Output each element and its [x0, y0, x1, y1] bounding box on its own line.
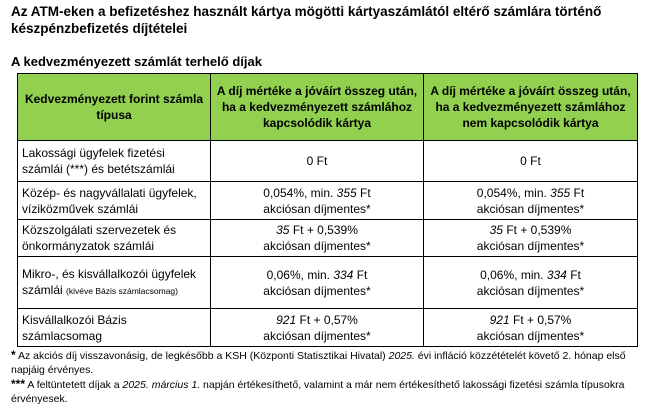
- footnote-marker: *: [11, 348, 16, 362]
- category-exception: (kivéve Bázis számlacsomag): [66, 286, 178, 296]
- fee-currency: Ft: [356, 185, 371, 200]
- category-cell: Közszolgálati szervezetek és önkormányzatok számlái: [18, 220, 211, 257]
- footnote-text: évi infláció közzétételét követő 2. hónap első napjáig érvényes.: [11, 350, 626, 376]
- table-row: [18, 309, 638, 347]
- fee-with-card-cell: 0 Ft: [211, 141, 424, 182]
- table-row: [18, 141, 638, 182]
- fee-table: [17, 73, 638, 347]
- footnote-year: 2025.: [388, 350, 415, 362]
- promo-note: akciósan díjmentes*: [263, 283, 371, 298]
- table-row: [18, 257, 638, 309]
- category-cell: [18, 257, 211, 309]
- fee-amount: 334: [546, 267, 567, 282]
- fee-with-card-cell: [211, 220, 424, 257]
- header-fee-with-card: A díj mértéke a jóváírt összeg után, ha a kedvezményezett számlához kapcsolódik kártya: [211, 74, 424, 141]
- section-subheading: A kedvezményezett számlát terhelő díjak: [11, 54, 262, 69]
- footnote-promo: [11, 348, 641, 377]
- fee-rate: Ft + 0,539%: [289, 223, 358, 237]
- fee-amount: 334: [333, 267, 354, 282]
- promo-note: akciósan díjmentes*: [476, 201, 585, 216]
- fee-rate: Ft + 0,539%: [502, 223, 572, 237]
- fee-amount: 35: [276, 223, 290, 237]
- fee-with-card-cell: [211, 182, 424, 220]
- fee-without-card-cell: [424, 257, 638, 309]
- fee-rate: 0,06%, min.: [480, 267, 547, 282]
- category-cell: Lakossági ügyfelek fizetési számlái (***) és betétszámlái: [18, 141, 211, 182]
- fee-rate: 0,054%, min.: [476, 185, 551, 200]
- fee-rate: Ft + 0,57%: [296, 312, 358, 327]
- fee-without-card-cell: [424, 309, 638, 347]
- table-header-row: [18, 74, 638, 141]
- promo-note: akciósan díjmentes*: [476, 239, 585, 253]
- fee-amount: 921: [276, 312, 297, 327]
- fee-amount: 35: [489, 223, 503, 237]
- fee-currency: Ft: [566, 267, 581, 282]
- fee-without-card-cell: [424, 182, 638, 220]
- category-cell: Kisvállalkozói Bázis számlacsomag: [18, 309, 211, 347]
- fee-with-card-cell: [211, 257, 424, 309]
- fee-amount: 355: [336, 185, 357, 200]
- fee-currency: Ft: [570, 185, 585, 200]
- footnote-text: Az akciós díj visszavonásig, de legkésőbb a KSH (Központi Statisztikai Hivatal): [15, 350, 389, 362]
- promo-note: akciósan díjmentes*: [263, 201, 371, 216]
- promo-note: akciósan díjmentes*: [476, 283, 585, 298]
- fee-amount: 921: [489, 312, 510, 327]
- promo-note: akciósan díjmentes*: [263, 239, 371, 253]
- fee-rate: Ft + 0,57%: [509, 312, 572, 327]
- table-row: [18, 220, 638, 257]
- footnote-text: A feltüntetett díjak a: [25, 379, 123, 391]
- footnote-validity: [11, 377, 641, 406]
- fee-without-card-cell: [424, 220, 638, 257]
- fee-currency: Ft: [353, 267, 368, 282]
- category-label: Mikro-, és kisvállalkozói ügyfelek számlái: [22, 267, 197, 297]
- fee-rate: 0,06%, min.: [266, 267, 334, 282]
- promo-note: akciósan díjmentes*: [476, 328, 585, 343]
- header-account-type: Kedvezményezett forint számla típusa: [18, 74, 211, 141]
- fee-without-card-cell: 0 Ft: [424, 141, 638, 182]
- category-cell: Közép- és nagyvállalati ügyfelek, víziközművek számlái: [18, 182, 211, 220]
- header-fee-without-card: A díj mértéke a jóváírt összeg után, ha a kedvezményezett számlához nem kapcsolódik kártya: [424, 74, 638, 141]
- promo-note: akciósan díjmentes*: [263, 328, 371, 343]
- fee-amount: 355: [550, 185, 571, 200]
- fee-rate: 0,054%, min.: [263, 185, 337, 200]
- fee-with-card-cell: [211, 309, 424, 347]
- footnote-marker: ***: [11, 377, 26, 391]
- table-row: [18, 182, 638, 220]
- footnote-date: 2025. március 1.: [122, 379, 201, 391]
- document-heading: Az ATM-eken a befizetéshez használt kártya mögötti kártyaszámlától eltérő számlára történő készpénzbefizetés díjtételei: [11, 4, 602, 36]
- footnote-text: napján értékesíthető, valamint a már nem értékesíthető lakossági fizetési számla típusokra érvényesek.: [11, 379, 625, 405]
